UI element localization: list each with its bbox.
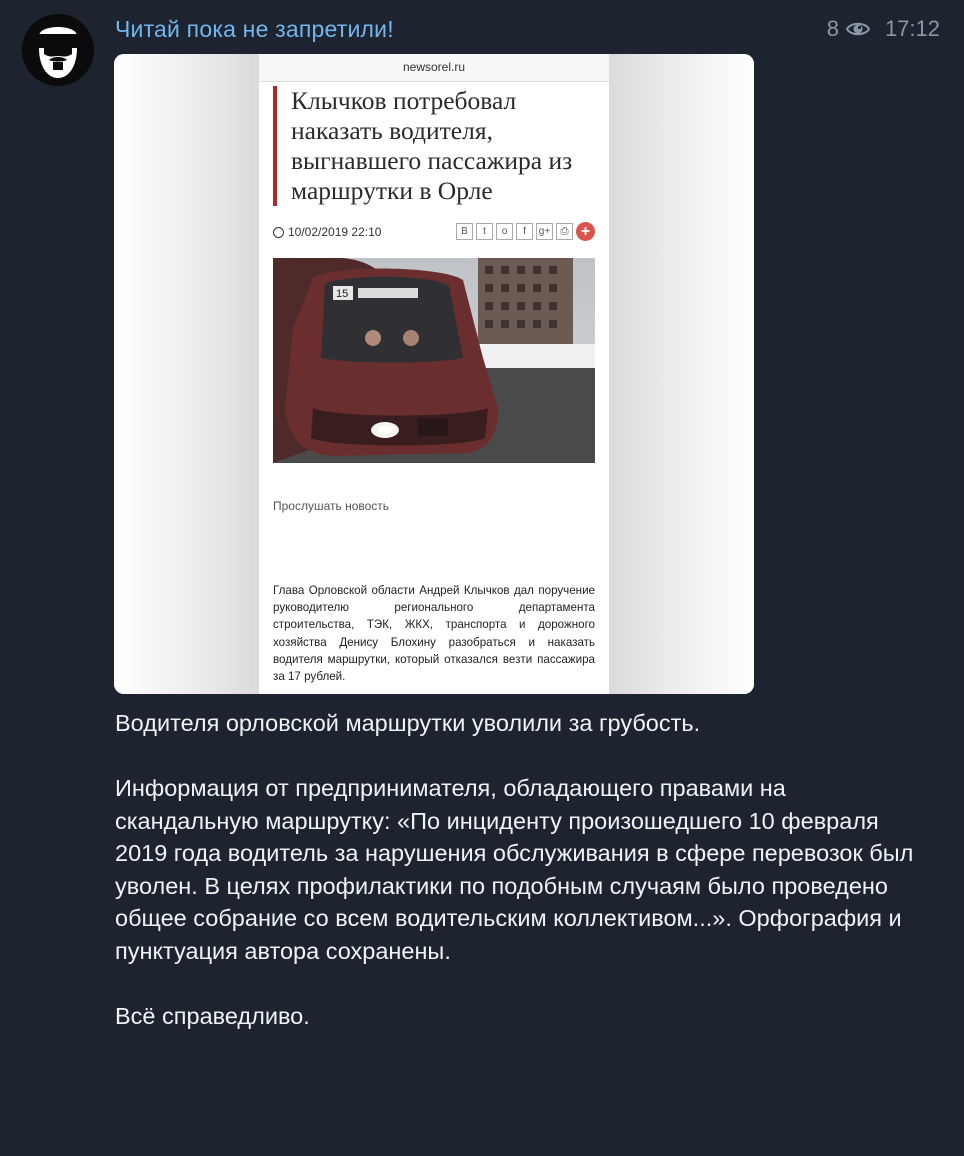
share-more-icon: + xyxy=(576,222,595,241)
share-gplus-icon: g+ xyxy=(536,223,553,240)
post-paragraph: Всё справедливо. xyxy=(115,1002,310,1029)
post-paragraph: Информация от предпринимателя, обладающего правами на скандальную маршрутку: «По инциденту произошедшего 10 февраля 2019 года водитель за нарушения обслуживания в сфере перевозок был уволен. В целях профилактики по подобным случаям было проведено общее собрание со всем водительским коллективом...». Орфография и пунктуация автора сохранены. xyxy=(115,775,914,964)
share-facebook-icon: f xyxy=(516,223,533,240)
photo-blur-right xyxy=(604,54,754,694)
route-number: 15 xyxy=(336,288,349,300)
share-print-icon: ⎙ xyxy=(556,223,573,240)
channel-name[interactable]: Читай пока не запретили! xyxy=(115,16,394,42)
listen-news-link: Прослушать новость xyxy=(273,499,390,513)
share-ok-icon: о xyxy=(496,223,513,240)
share-twitter-icon: t xyxy=(476,223,493,240)
minibus-illustration xyxy=(273,258,595,463)
post-time: 17:12 xyxy=(884,16,940,41)
post-photo[interactable] xyxy=(114,54,754,694)
article-headline: Клычков потребовал наказать водителя, выгнавшего пассажира из маршрутки в Орле xyxy=(273,86,595,206)
photo-blur-left xyxy=(114,54,264,694)
channel-avatar[interactable] xyxy=(22,14,94,86)
bearded-man-icon xyxy=(22,14,94,86)
post-meta xyxy=(827,16,940,42)
site-domain: newsorel.ru xyxy=(259,54,609,82)
article-date: 10/02/2019 22:10 xyxy=(273,225,381,239)
share-vk-icon: В xyxy=(456,223,473,240)
article-body: Глава Орловской области Андрей Клычков дал поручение руководителю регионального департамента строительства, ТЭК, ЖКХ, транспорта и дорожного хозяйства Денису Блохину разобраться и наказать водителя маршрутки, который отказался везти пассажира за 17 рублей. xyxy=(273,584,595,684)
view-count: 8 xyxy=(826,16,839,41)
share-buttons xyxy=(456,222,595,241)
post-paragraph: Водителя орловской маршрутки уволили за грубость. xyxy=(115,710,701,736)
minibus-photo xyxy=(273,258,595,463)
article-screenshot xyxy=(259,54,609,694)
clock-icon xyxy=(273,227,284,238)
post-text xyxy=(115,707,935,1065)
eye-icon xyxy=(845,18,871,40)
article-dateline xyxy=(273,222,595,241)
